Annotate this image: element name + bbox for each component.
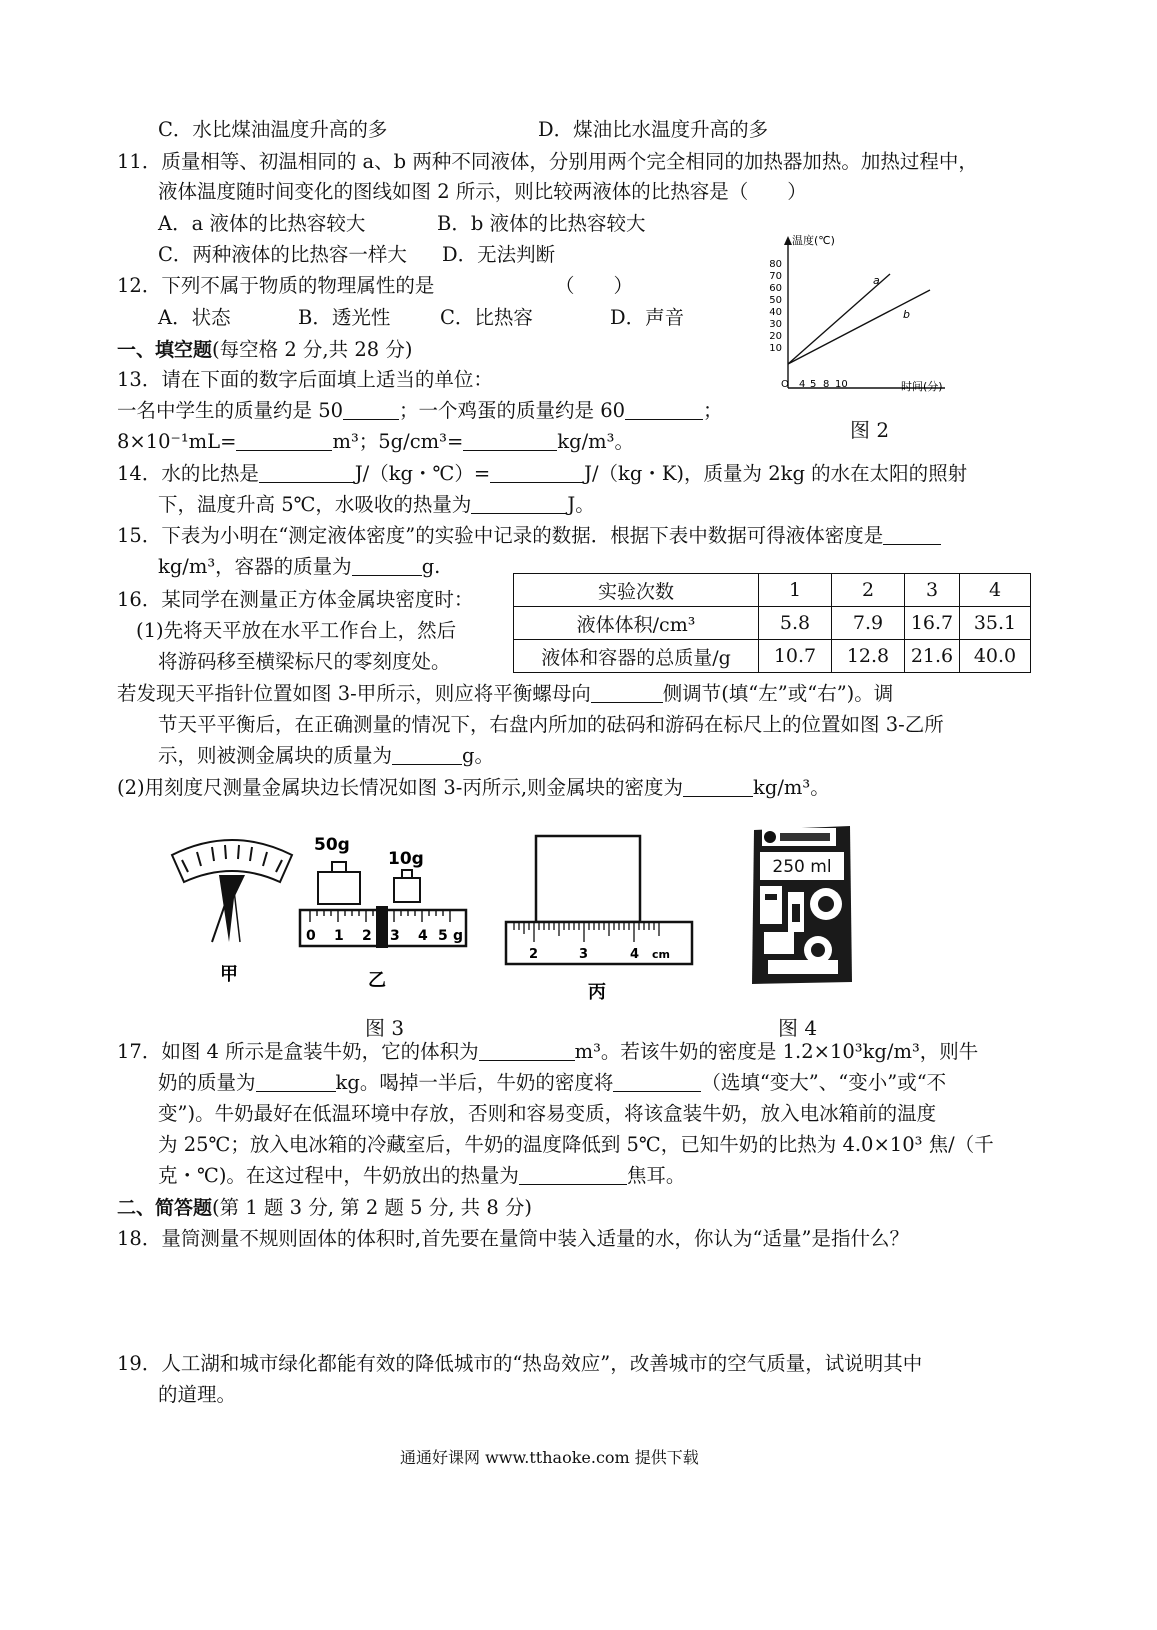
q17-line4: 为 25℃；放入电冰箱的冷藏室后，牛奶的温度降低到 5℃，已知牛奶的比热为 4.0×10³ 焦/（千 — [158, 1133, 994, 1156]
q17-text-f: 克・℃)。在这过程中，牛奶放出的热量为 — [158, 1164, 519, 1187]
q16-line3: 将游码移至横梁标尺的零刻度处。 — [158, 650, 451, 673]
q13-blank-1[interactable] — [343, 401, 399, 420]
table-cell: 21.6 — [905, 640, 960, 673]
q10-option-c: C．水比煤油温度升高的多 — [158, 118, 388, 141]
q15-line1 — [117, 524, 941, 548]
q16-text-b: 侧调节(填“左”或“右”)。调 — [662, 682, 894, 705]
q14-line1 — [117, 462, 967, 486]
table-cell: 3 — [905, 574, 960, 607]
scale-unit: g — [453, 928, 464, 944]
q19-line1: 19．人工湖和城市绿化都能有效的降低城市的“热岛效应”，改善城市的空气质量，试说明其中 — [117, 1352, 923, 1375]
fig2-xtick: O — [781, 379, 789, 390]
ruler-tick: 4 — [630, 947, 640, 962]
q16-text-e: (2)用刻度尺测量金属块边长情况如图 3-丙所示,则金属块的密度为 — [117, 776, 684, 799]
q17-blank-4[interactable] — [519, 1166, 627, 1185]
q15-text-c: g. — [421, 555, 441, 578]
q17-text-c: 奶的质量为 — [158, 1071, 256, 1094]
q11-option-c: C．两种液体的比热容一样大 — [158, 243, 407, 266]
ruler-unit: cm — [652, 948, 670, 961]
q15-text-b: kg/m³，容器的质量为 — [158, 555, 352, 578]
q13-blank-4[interactable] — [463, 432, 557, 451]
weight-50g — [318, 872, 360, 904]
scale-tick: 0 — [306, 928, 316, 944]
weight-50g-label: 50g — [314, 835, 350, 855]
q14-line2 — [158, 493, 595, 517]
table-cell: 10.7 — [759, 640, 832, 673]
q16-text-c: 示，则被测金属块的质量为 — [158, 744, 393, 767]
table-cell: 40.0 — [960, 640, 1031, 673]
figure3-jia-pointer — [162, 830, 302, 1010]
q12-stem: 12．下列不属于物质的物理属性的是 — [117, 274, 435, 297]
fig2-xtick: 8 — [823, 379, 830, 390]
table-cell: 液体和容器的总质量/g — [514, 640, 759, 673]
table-cell: 5.8 — [759, 607, 832, 640]
q14-text-a: 14．水的比热是 — [117, 462, 259, 485]
q17-line5 — [158, 1164, 685, 1188]
q16-line5: 节天平平衡后，在正确测量的情况下，右盘内所加的砝码和游码在标尺上的位置如图 3-乙所 — [158, 713, 944, 736]
fig2-ytick: 50 — [769, 295, 782, 306]
q17-text-e: （选填“变大”、“变小”或“不 — [701, 1071, 947, 1094]
table-cell: 16.7 — [905, 607, 960, 640]
q13-text-d: 8×10⁻¹mL= — [117, 430, 237, 453]
page-footer: 通通好课网 www.tthaoke.com 提供下载 — [400, 1448, 699, 1467]
brand-logo-icon — [764, 831, 776, 843]
weight-10g-label: 10g — [388, 849, 424, 869]
fig2-ytick: 20 — [769, 331, 782, 342]
rider — [376, 906, 388, 948]
weight-10g — [394, 878, 420, 902]
q16-text-a: 若发现天平指针位置如图 3-甲所示，则应将平衡螺母向 — [117, 682, 591, 705]
q14-blank-1[interactable] — [259, 464, 355, 483]
q15-blank-1[interactable] — [883, 526, 941, 545]
q13-blank-2[interactable] — [625, 401, 703, 420]
ruler-tick: 2 — [529, 947, 539, 962]
q17-line1 — [117, 1040, 978, 1064]
q16-blank-1[interactable] — [591, 684, 663, 703]
q13-blank-3[interactable] — [236, 432, 332, 451]
q10-option-d: D．煤油比水温度升高的多 — [538, 118, 769, 141]
q17-text-a: 17．如图 4 所示是盒装牛奶，它的体积为 — [117, 1040, 479, 1063]
q14-text-d: 下，温度升高 5℃，水吸收的热量为 — [158, 493, 472, 516]
q14-text-c: J/（kg・K)，质量为 2kg 的水在太阳的照射 — [584, 462, 968, 485]
fig2-y-arrow — [784, 236, 792, 245]
q16-line4 — [117, 682, 893, 706]
table-cell: 液体体积/cm³ — [514, 607, 759, 640]
table-cell: 12.8 — [832, 640, 905, 673]
q13-line3 — [117, 430, 634, 454]
q13-line2 — [117, 399, 723, 423]
fig2-xtick: 4 — [799, 379, 806, 390]
q15-text-a: 15．下表为小明在“测定液体密度”的实验中记录的数据．根据下表中数据可得液体密度是 — [117, 524, 884, 547]
figure2-graph — [755, 228, 955, 398]
fig3-label-bing: 丙 — [588, 982, 606, 1003]
metal-cube — [536, 836, 640, 922]
q17-text-g: 焦耳。 — [626, 1164, 686, 1187]
q12-option-b: B．透光性 — [298, 306, 391, 329]
q16-text-d: g。 — [462, 744, 494, 767]
figure3-bing-ruler — [500, 830, 700, 1010]
q11-option-a: A．a 液体的比热容较大 — [158, 212, 366, 235]
q12-option-c: C．比热容 — [440, 306, 533, 329]
table-row — [514, 607, 1031, 640]
q13-text-c: ； — [703, 399, 723, 422]
table-header-row — [514, 574, 1031, 607]
q13-stem: 13．请在下面的数字后面填上适当的单位： — [117, 368, 493, 391]
q17-line3: 变”)。牛奶最好在低温环境中存放，否则和容易变质，将该盒装牛奶，放入电冰箱前的温度 — [158, 1102, 937, 1125]
fig3-label-yi: 乙 — [368, 970, 386, 991]
scale-tick: 1 — [334, 928, 344, 944]
table-row — [514, 640, 1031, 673]
q15-blank-2[interactable] — [352, 557, 422, 576]
figure4-milk-carton — [748, 824, 856, 988]
q16-blank-3[interactable] — [683, 778, 753, 797]
section1-heading — [117, 338, 412, 362]
q13-text-e: m³；5g/cm³= — [332, 430, 464, 453]
ruler-tick: 3 — [579, 947, 589, 962]
q14-text-b: J/（kg・℃）= — [354, 462, 491, 485]
q11-stem-line1: 11．质量相等、初温相同的 a、b 两种不同液体，分别用两个完全相同的加热器加热。加热过程中， — [117, 150, 978, 173]
q11-option-d: D．无法判断 — [442, 243, 556, 266]
table-cell: 实验次数 — [514, 574, 759, 607]
fig2-ytick: 10 — [769, 343, 782, 354]
q13-text-b: ；一个鸡蛋的质量约是 60 — [399, 399, 626, 422]
table-cell: 4 — [960, 574, 1031, 607]
section1-title: 一、填空题 — [117, 339, 213, 361]
q12-option-d: D．声音 — [610, 306, 685, 329]
q13-text-a: 一名中学生的质量约是 50 — [117, 399, 344, 422]
figure3-caption: 图 3 — [365, 1016, 405, 1040]
q17-text-b: m³。若该牛奶的密度是 1.2×10³kg/m³，则牛 — [574, 1040, 979, 1063]
q16-line7 — [117, 776, 830, 800]
q14-blank-3[interactable] — [471, 495, 567, 514]
q17-text-d: kg。喝掉一半后，牛奶的密度将 — [335, 1071, 614, 1094]
fig2-ytick: 40 — [769, 307, 782, 318]
q15-line2 — [158, 555, 440, 579]
table-cell: 2 — [832, 574, 905, 607]
fig2-label-b: b — [903, 308, 910, 321]
section2-heading — [117, 1196, 532, 1220]
fig2-ytick: 60 — [769, 283, 782, 294]
q16-line2: (1)先将天平放在水平工作台上，然后 — [136, 619, 457, 642]
figure2-caption: 图 2 — [850, 418, 890, 442]
q16-text-f: kg/m³。 — [753, 776, 830, 799]
fig2-ytick: 30 — [769, 319, 782, 330]
section2-note: (第 1 题 3 分, 第 2 题 5 分, 共 8 分) — [212, 1196, 533, 1219]
q16-line6 — [158, 744, 494, 768]
section2-title: 二、简答题 — [117, 1197, 213, 1219]
scale-tick: 5 — [438, 928, 448, 944]
q18-text: 18．量筒测量不规则固体的体积时,首先要在量筒中装入适量的水，你认为“适量”是指什么？ — [117, 1227, 909, 1250]
fig2-xlabel: 时间(分) — [901, 380, 943, 393]
q17-blank-3[interactable] — [613, 1073, 701, 1092]
figure4-caption: 图 4 — [778, 1016, 818, 1040]
q13-text-f: kg/m³。 — [557, 430, 634, 453]
table-cell: 1 — [759, 574, 832, 607]
q11-option-b: B．b 液体的比热容较大 — [437, 212, 646, 235]
q12-answer-paren: （ ） — [555, 274, 634, 297]
q14-text-e: J。 — [567, 493, 595, 516]
fig2-ytick: 80 — [769, 259, 782, 270]
table-cell: 7.9 — [832, 607, 905, 640]
q16-line1: 16．某同学在测量正方体金属块密度时： — [117, 588, 474, 611]
scale-tick: 2 — [362, 928, 372, 944]
table-cell: 35.1 — [960, 607, 1031, 640]
q17-line2 — [158, 1071, 946, 1095]
section1-note: (每空格 2 分,共 28 分) — [212, 338, 413, 361]
q17-blank-2[interactable] — [256, 1073, 336, 1092]
q19-line2: 的道理。 — [158, 1383, 237, 1406]
figure3-yi-weights — [296, 828, 476, 1008]
density-data-table — [513, 573, 1031, 673]
fig2-label-a: a — [873, 274, 880, 287]
scale-tick: 3 — [390, 928, 400, 944]
fig2-xtick: 5 — [810, 379, 817, 390]
fig4-volume-label: 250 ml — [772, 857, 832, 877]
fig2-ytick: 70 — [769, 271, 782, 282]
q12-option-a: A．状态 — [158, 306, 231, 329]
q17-blank-1[interactable] — [479, 1042, 575, 1061]
fig2-xtick: 10 — [835, 379, 848, 390]
scale-tick: 4 — [418, 928, 428, 944]
q14-blank-2[interactable] — [490, 464, 584, 483]
fig3-label-jia: 甲 — [220, 964, 238, 985]
q11-stem-line2: 液体温度随时间变化的图线如图 2 所示，则比较两液体的比热容是（ ） — [158, 180, 807, 203]
fig2-ylabel: 温度(℃) — [792, 234, 835, 247]
q16-blank-2[interactable] — [392, 746, 462, 765]
